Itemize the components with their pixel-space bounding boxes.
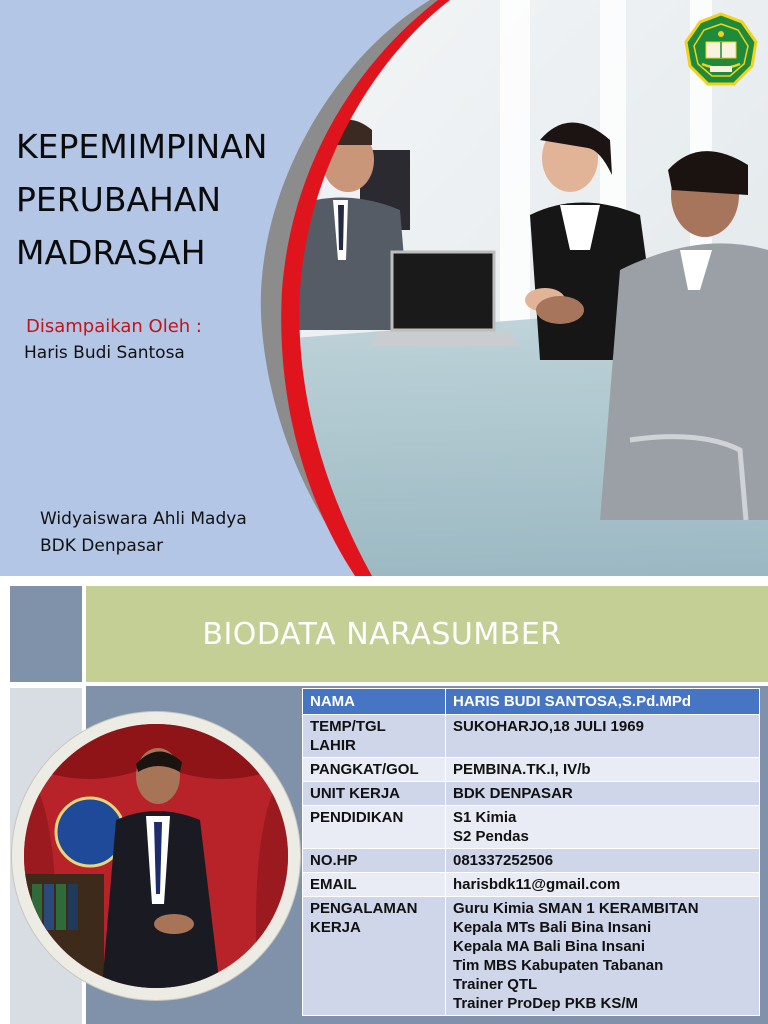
table-row: [303, 715, 760, 758]
row-value-line: Tim MBS Kabupaten Tabanan: [453, 957, 664, 974]
row-value-line: S2 Pendas: [453, 828, 529, 845]
row-value-line: S1 Kimia: [453, 809, 517, 826]
row-value-line: PEMBINA.TK.I, IV/b: [453, 761, 591, 778]
row-key-line: PANGKAT/GOL: [310, 761, 419, 778]
biodata-table: [302, 688, 760, 1016]
row-value-line: 081337252506: [453, 852, 554, 869]
row-value-line: Trainer ProDep PKB KS/M: [453, 995, 639, 1012]
title-line-2: PERUBAHAN: [16, 180, 222, 219]
table-row: [303, 758, 760, 782]
horizontal-divider: [0, 682, 768, 686]
row-value-line: BDK DENPASAR: [453, 785, 573, 802]
row-value-line: Kepala MA Bali Bina Insani: [453, 938, 645, 955]
presenter-portrait-photo: [24, 724, 288, 988]
title-line-1: KEPEMIMPINAN: [16, 127, 268, 166]
kemenag-emblem-icon: [682, 12, 760, 90]
biodata-slide: [0, 576, 768, 1024]
row-key-line: KERJA: [310, 919, 361, 936]
portrait-illustration: [24, 724, 288, 988]
row-value-line: Kepala MTs Bali Bina Insani: [453, 919, 652, 936]
row-key-line: TEMP/TGL: [310, 718, 386, 735]
table-row: [303, 873, 760, 897]
row-key-line: PENDIDIKAN: [310, 809, 404, 826]
row-value-line: SUKOHARJO,18 JULI 1969: [453, 718, 644, 735]
row-value-line: harisbdk11@gmail.com: [453, 876, 621, 893]
row-key-line: LAHIR: [310, 737, 356, 754]
table-row: [303, 806, 760, 849]
header-key: NAMA: [303, 689, 446, 715]
header-value: HARIS BUDI SANTOSA,S.Pd.MPd: [446, 689, 760, 715]
role-line-1: Widyaiswara Ahli Madya: [40, 509, 247, 529]
table-row: [303, 782, 760, 806]
role-line-2: BDK Denpasar: [40, 536, 164, 556]
row-key-line: UNIT KERJA: [310, 785, 401, 802]
presented-by-label: Disampaikan Oleh :: [26, 316, 202, 337]
row-value-line: Guru Kimia SMAN 1 KERAMBITAN: [453, 900, 699, 917]
row-key-line: EMAIL: [310, 876, 357, 893]
row-key-line: NO.HP: [310, 852, 358, 869]
biodata-heading: BIODATA NARASUMBER: [202, 616, 562, 652]
table-row: [303, 897, 760, 1016]
presenter-name: Haris Budi Santosa: [24, 343, 185, 363]
row-value-line: Trainer QTL: [453, 976, 538, 993]
presenter-role: [40, 506, 247, 560]
table-row: [303, 849, 760, 873]
title-line-3: MADRASAH: [16, 233, 206, 272]
table-header-row: [303, 689, 760, 715]
presentation-title: [16, 120, 268, 279]
row-key-line: PENGALAMAN: [310, 900, 418, 917]
corner-block-top: [10, 586, 82, 682]
